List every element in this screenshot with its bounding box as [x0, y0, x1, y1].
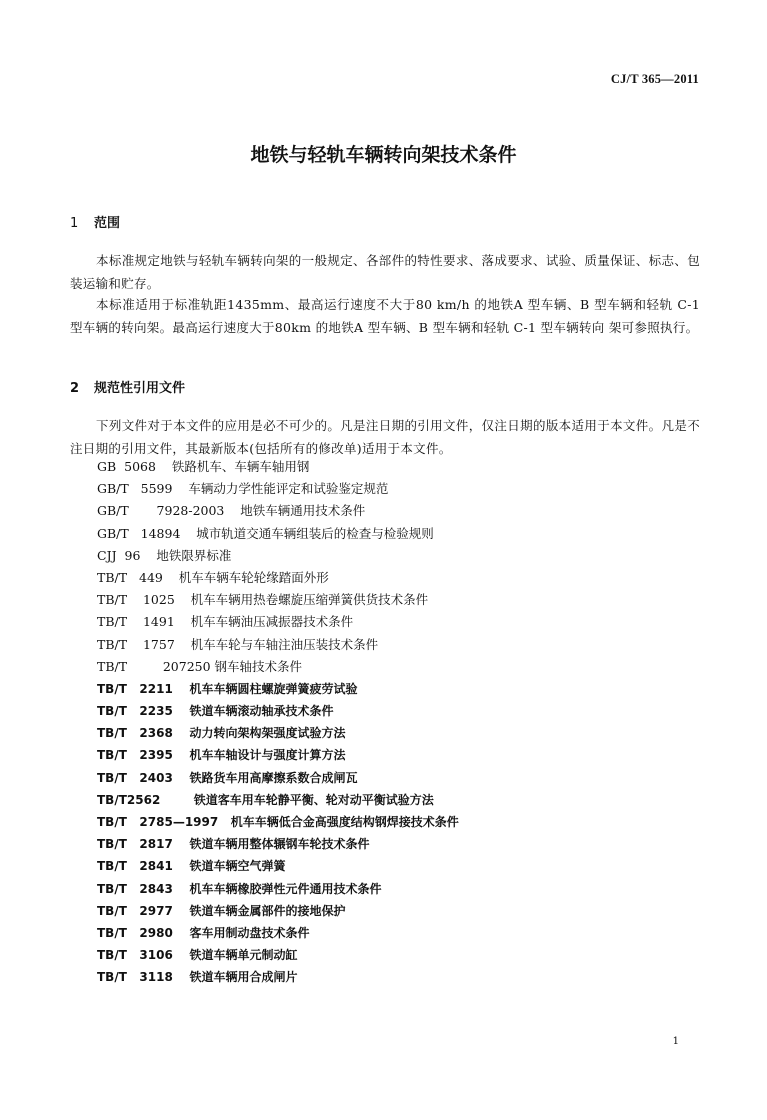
reference-item: TB/T 2977 铁道车辆金属部件的接地保护 — [97, 903, 346, 918]
reference-item: GB 5068 铁路机车、车辆车轴用钢 — [97, 459, 310, 474]
section-1-heading — [70, 212, 120, 231]
reference-item: TB/T 2368 动力转向架构架强度试验方法 — [97, 726, 346, 741]
section-title: 规范性引用文件 — [94, 381, 186, 396]
scope-paragraph-1: 本标准规定地铁与轻轨车辆转向架的一般规定、各部件的特性要求、落成要求、试验、质量保证、标志、包装运输和贮存。 — [70, 253, 700, 291]
reference-item: TB/T 2235 铁道车辆滚动轴承技术条件 — [97, 704, 334, 719]
reference-item: TB/T 2211 机车车辆圆柱螺旋弹簧疲劳试验 — [97, 681, 358, 696]
reference-item: TB/T 2395 机车车轴设计与强度计算方法 — [97, 748, 346, 763]
reference-item: TB/T 2841 铁道车辆空气弹簧 — [97, 859, 286, 874]
reference-item: TB/T 1757 机车车轮与车轴注油压装技术条件 — [97, 636, 379, 652]
section-title: 范围 — [94, 216, 121, 231]
document-title: 地铁与轻轨车辆转向架技术条件 — [250, 144, 517, 166]
section-2-heading — [70, 377, 185, 396]
reference-item: TB/T 3118 铁道车辆用合成闸片 — [97, 970, 298, 985]
reference-list — [97, 456, 459, 989]
section-number: 1 — [70, 216, 79, 231]
scope-paragraph-2: 本标准适用于标准轨距1435mm、最高运行速度不大于80 km/h 的地铁A 型车辆、B 型车辆和轻轨 C-1 型车辆的转向架。最高运行速度大于80km 的地铁A 型车辆、B 型车辆和轻轨 C-1 型车辆转向 架可参照执行。 — [70, 297, 700, 335]
reference-item: TB/T 1491 机车车辆油压减振器技术条件 — [97, 614, 354, 630]
reference-item: CJJ 96 地铁限界标准 — [97, 547, 232, 563]
reference-item: GB/T 14894 城市轨道交通车辆组装后的检查与检验规则 — [97, 525, 434, 541]
reference-item: GB/T 7928-2003 地铁车辆通用技术条件 — [97, 503, 366, 519]
reference-item: TB/T 2817 铁道车辆用整体辗钢车轮技术条件 — [97, 837, 370, 852]
normative-references-intro: 下列文件对于本文件的应用是必不可少的。凡是注日期的引用文件，仅注日期的版本适用于本文件。凡是不注日期的引用文件，其最新版本(包括所有的修改单)适用于本文件。 — [70, 418, 700, 456]
page-number: 1 — [672, 1036, 679, 1047]
reference-item: TB/T 2403 铁路货车用高摩擦系数合成闸瓦 — [97, 770, 358, 785]
reference-item: TB/T 1025 机车车辆用热卷螺旋压缩弹簧供货技术条件 — [97, 592, 429, 608]
reference-item: TB/T 207250 钢车轴技术条件 — [97, 658, 303, 674]
standard-code: CJ/T 365—2011 — [610, 72, 699, 86]
reference-item: TB/T 2785—1997 机车车辆低合金高强度结构钢焊接技术条件 — [97, 815, 459, 829]
section-number: 2 — [70, 381, 80, 396]
reference-item: TB/T 3106 铁道车辆单元制动缸 — [97, 948, 298, 963]
reference-item: TB/T 2843 机车车辆橡胶弹性元件通用技术条件 — [97, 881, 382, 896]
reference-item: TB/T 2980 客车用制动盘技术条件 — [97, 925, 310, 940]
reference-item: GB/T 5599 车辆动力学性能评定和试验鉴定规范 — [97, 481, 389, 497]
reference-item: TB/T2562 铁道客车用车轮静平衡、轮对动平衡试验方法 — [97, 792, 434, 807]
reference-item: TB/T 449 机车车辆车轮轮缘踏面外形 — [97, 569, 329, 585]
